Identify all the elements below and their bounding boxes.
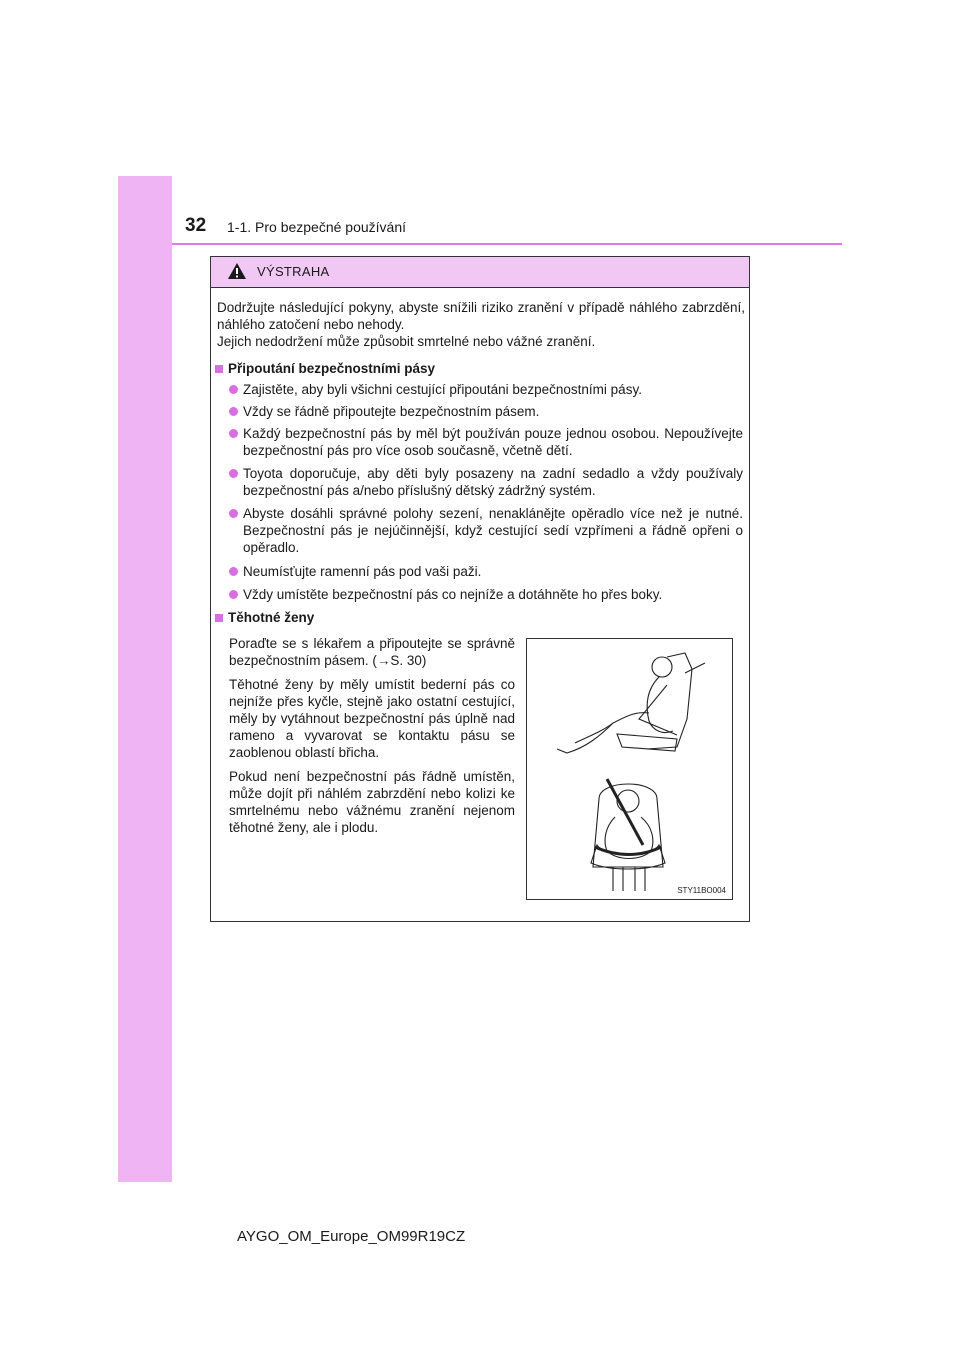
intro-line-2: Jejich nedodržení může způsobit smrtelné nebo vážné zranění. (217, 334, 596, 349)
warning-header (211, 257, 749, 288)
side-thigh (575, 713, 649, 743)
seatbelt-heading (215, 361, 435, 376)
list-item (229, 465, 743, 499)
pregnant-paragraph: Těhotné ženy by měly umístit bederní pás co nejníže přes kyčle, stejně jako ostatní cestující, měly by vytáhnout bezpečnostní pás úplně nad rameno a vyvarovat se kontaktu pásu se zaoblenou oblastí břicha. (229, 677, 515, 760)
side-head (652, 657, 672, 677)
pregnant-paragraph: Poraďte se s lékařem a připoutejte se správně bezpečnostním pásem. (→S. 30) (229, 636, 515, 668)
pregnant-heading-text: Těhotné ženy (228, 610, 315, 625)
bullet-dot-icon (229, 385, 238, 394)
bullet-dot-icon (229, 429, 238, 438)
seat-cushion-outline (617, 734, 677, 751)
pregnant-heading (215, 610, 314, 625)
bullet-dot-icon (229, 509, 238, 518)
list-item-text: Toyota doporučuje, aby děti byly posazeny na zadní sedadlo a vždy používaly bezpečnostní pás a/nebo příslušný dětský zádržný systém. (243, 466, 743, 498)
list-item-text: Vždy umístěte bezpečnostní pás co nejníže a dotáhněte ho přes boky. (243, 587, 663, 602)
page-number: 32 (185, 215, 207, 236)
front-shoulder-belt (607, 779, 643, 845)
list-item (229, 563, 743, 580)
warning-box (210, 256, 750, 922)
list-item (229, 381, 743, 398)
front-lap-belt (595, 847, 661, 855)
side-belt (639, 685, 677, 735)
side-tab-band (118, 176, 172, 1182)
bullet-dot-icon (229, 407, 238, 416)
pregnant-seatbelt-illustration (526, 638, 733, 900)
list-item-text: Každý bezpečnostní pás by měl být používán pouze jednou osobou. Nepoužívejte bezpečnostní pás pro více osob současně, včetně dětí. (243, 426, 743, 458)
list-item-text: Vždy se řádně připoutejte bezpečnostním pásem. (243, 404, 540, 419)
list-item (229, 505, 743, 556)
pregnant-text (229, 635, 515, 843)
warning-intro (217, 299, 745, 350)
header-rule (172, 243, 842, 245)
list-item-text: Zajistěte, aby byli všichni cestující připoutáni bezpečnostními pásy. (243, 382, 642, 397)
list-item-text: Neumísťujte ramenní pás pod vaši paži. (243, 564, 482, 579)
list-item (229, 403, 743, 420)
figure-code: STY11BO004 (677, 886, 726, 895)
square-bullet-icon (215, 365, 223, 373)
intro-line-1: Dodržujte následující pokyny, abyste snížili riziko zranění v případě náhlého zabrzdění, náhlého zatočení nebo nehody. (217, 300, 745, 332)
list-item-text: Abyste dosáhli správné polohy sezení, nenaklánějte opěradlo více než je nutné. Bezpečnostní pás je nejúčinnější, když cestující sedí vzpřímeni a řádně opřeni o opěradlo. (243, 506, 743, 555)
front-legs (613, 867, 645, 891)
list-item (229, 425, 743, 459)
footer-doc-id: AYGO_OM_Europe_OM99R19CZ (237, 1228, 466, 1245)
belt-anchor-line (685, 663, 705, 673)
illustration-drawing (527, 639, 732, 899)
square-bullet-icon (215, 614, 223, 622)
pregnant-paragraph: Pokud není bezpečnostní pás řádně umístěn, může dojít při náhlém zabrzdění nebo kolizi ke smrtelnému nebo vážnému zranění nejenom těhotné ženy, ale i plodu. (229, 769, 515, 835)
section-title: 1-1. Pro bezpečné používání (227, 219, 407, 235)
bullet-dot-icon (229, 469, 238, 478)
warning-title: VÝSTRAHA (257, 264, 330, 279)
bullet-dot-icon (229, 590, 238, 599)
warning-triangle-icon (227, 262, 247, 280)
bullet-dot-icon (229, 567, 238, 576)
list-item (229, 586, 743, 603)
seatbelt-heading-text: Připoutání bezpečnostními pásy (228, 361, 436, 376)
